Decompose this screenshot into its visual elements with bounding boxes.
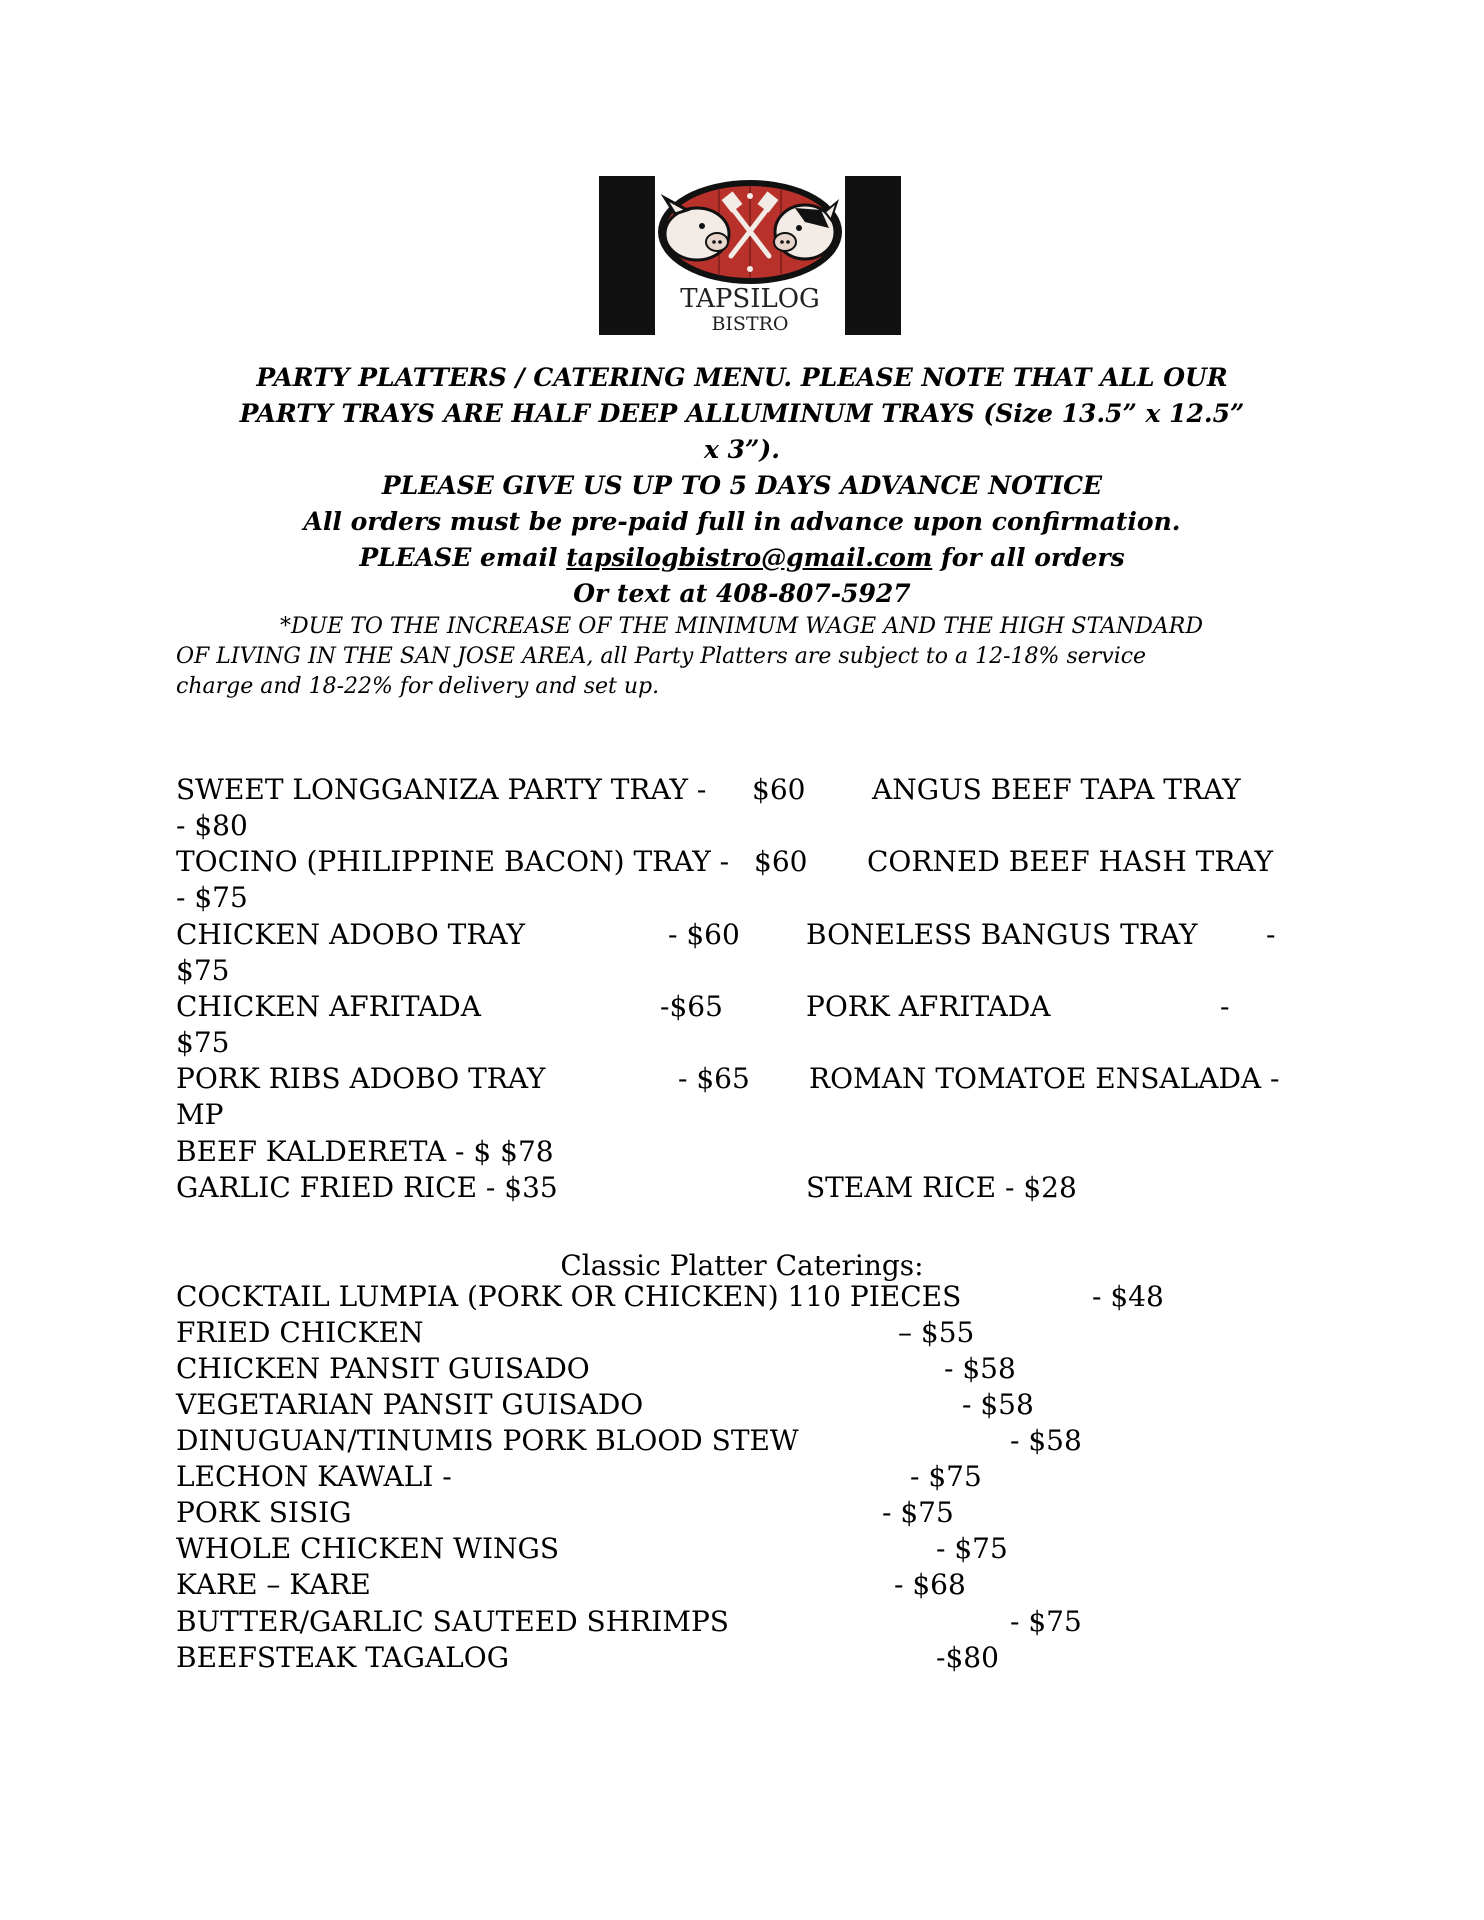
tray-right-name: CORNED BEEF HASH TRAY — [867, 845, 1273, 878]
classic-section-title: Classic Platter Caterings: — [560, 1249, 924, 1282]
header-line-1: PARTY PLATTERS / CATERING MENU. PLEASE NOTE THAT ALL OUR — [256, 363, 1228, 392]
header-line-3: x 3”). — [704, 435, 780, 464]
tray-left-name: PORK RIBS ADOBO TRAY — [176, 1062, 546, 1095]
email-line — [150, 540, 1334, 576]
classic-item-price: -$80 — [936, 1641, 999, 1674]
tray-right-price: - $75 — [176, 881, 248, 914]
tray-left-price: -$65 — [660, 990, 723, 1023]
classic-item-price: – $55 — [898, 1316, 975, 1349]
tray-left-name: CHICKEN ADOBO TRAY — [176, 918, 525, 951]
classic-item-name: BUTTER/GARLIC SAUTEED SHRIMPS — [176, 1605, 729, 1638]
logo-left-bar — [599, 176, 655, 335]
tray-right-dash: - — [1266, 918, 1276, 951]
tray-left-name: TOCINO (PHILIPPINE BACON) TRAY - — [176, 845, 730, 878]
garlic-fried-rice-item: GARLIC FRIED RICE - $35 — [176, 1171, 558, 1204]
prepaid-notice: All orders must be pre-paid full in advance upon confirmation. — [303, 507, 1181, 536]
classic-item-name: FRIED CHICKEN — [176, 1316, 424, 1349]
tray-right-name: BONELESS BANGUS TRAY — [806, 918, 1198, 951]
classic-item-price: - $48 — [1092, 1280, 1164, 1313]
tray-left-price: - $65 — [678, 1062, 750, 1095]
classic-item-name: VEGETARIAN PANSIT GUISADO — [176, 1388, 644, 1421]
tray-right-name: ANGUS BEEF TAPA TRAY — [872, 773, 1241, 806]
classic-item-price: - $75 — [882, 1496, 954, 1529]
email-suffix: for all orders — [932, 543, 1125, 572]
classic-item-price: - $75 — [936, 1532, 1008, 1565]
notice-line-2: OF LIVING IN THE SAN JOSE AREA, all Party Platters are subject to a 12-18% service — [176, 644, 1147, 669]
tapsilog-bistro-logo — [599, 176, 901, 335]
notice-line-3: charge and 18-22% for delivery and set up. — [176, 674, 660, 699]
advance-notice: PLEASE GIVE US UP TO 5 DAYS ADVANCE NOTICE — [381, 471, 1103, 500]
classic-item-name: WHOLE CHICKEN WINGS — [176, 1532, 560, 1565]
email-prefix: PLEASE email — [359, 543, 567, 572]
tray-right-name: ROMAN TOMATOE ENSALADA - — [809, 1062, 1280, 1095]
tray-right-price: MP — [176, 1098, 224, 1131]
classic-item-price: - $58 — [944, 1352, 1016, 1385]
email-link[interactable]: tapsilogbistro@gmail.com — [566, 543, 933, 572]
classic-item-price: - $58 — [1010, 1424, 1082, 1457]
classic-item-price: - $75 — [910, 1460, 982, 1493]
tray-left-price: $60 — [752, 773, 806, 806]
tray-left-price: $60 — [754, 845, 808, 878]
header-line-2: PARTY TRAYS ARE HALF DEEP ALLUMINUM TRAYS (Size 13.5” x 12.5” — [239, 399, 1245, 428]
service-charge-notice — [176, 612, 1316, 702]
classic-item-name: LECHON KAWALI - — [176, 1460, 452, 1493]
classic-item-name: PORK SISIG — [176, 1496, 352, 1529]
logo-right-bar — [845, 176, 901, 335]
classic-item-name: COCKTAIL LUMPIA (PORK OR CHICKEN) 110 PIECES — [176, 1280, 962, 1313]
steam-rice-item: STEAM RICE - $28 — [806, 1171, 1077, 1204]
tray-right-price: $75 — [176, 954, 230, 987]
tray-left-name: SWEET LONGGANIZA PARTY TRAY - — [176, 773, 707, 806]
classic-item-name: CHICKEN PANSIT GUISADO — [176, 1352, 590, 1385]
beef-kaldereta-item: BEEF KALDERETA - $ $78 — [176, 1135, 554, 1168]
classic-item-price: - $58 — [962, 1388, 1034, 1421]
classic-item-price: - $68 — [894, 1568, 966, 1601]
text-line: Or text at 408-807-5927 — [573, 579, 911, 608]
classic-item-name: BEEFSTEAK TAGALOG — [176, 1641, 510, 1674]
tray-left-price: - $60 — [668, 918, 740, 951]
tray-right-dash: - — [1220, 990, 1230, 1023]
tray-right-name: PORK AFRITADA — [806, 990, 1051, 1023]
classic-item-name: KARE – KARE — [176, 1568, 371, 1601]
tray-right-price: - $80 — [176, 809, 248, 842]
tray-right-price: $75 — [176, 1026, 230, 1059]
logo-name-line2: BISTRO — [711, 313, 789, 335]
classic-item-name: DINUGUAN/TINUMIS PORK BLOOD STEW — [176, 1424, 799, 1457]
classic-item-price: - $75 — [1010, 1605, 1082, 1638]
logo-name-line1: TAPSILOG — [680, 284, 820, 314]
notice-line-1: *DUE TO THE INCREASE OF THE MINIMUM WAGE AND THE HIGH STANDARD — [280, 614, 1203, 639]
tray-left-name: CHICKEN AFRITADA — [176, 990, 481, 1023]
menu-header — [150, 360, 1334, 612]
